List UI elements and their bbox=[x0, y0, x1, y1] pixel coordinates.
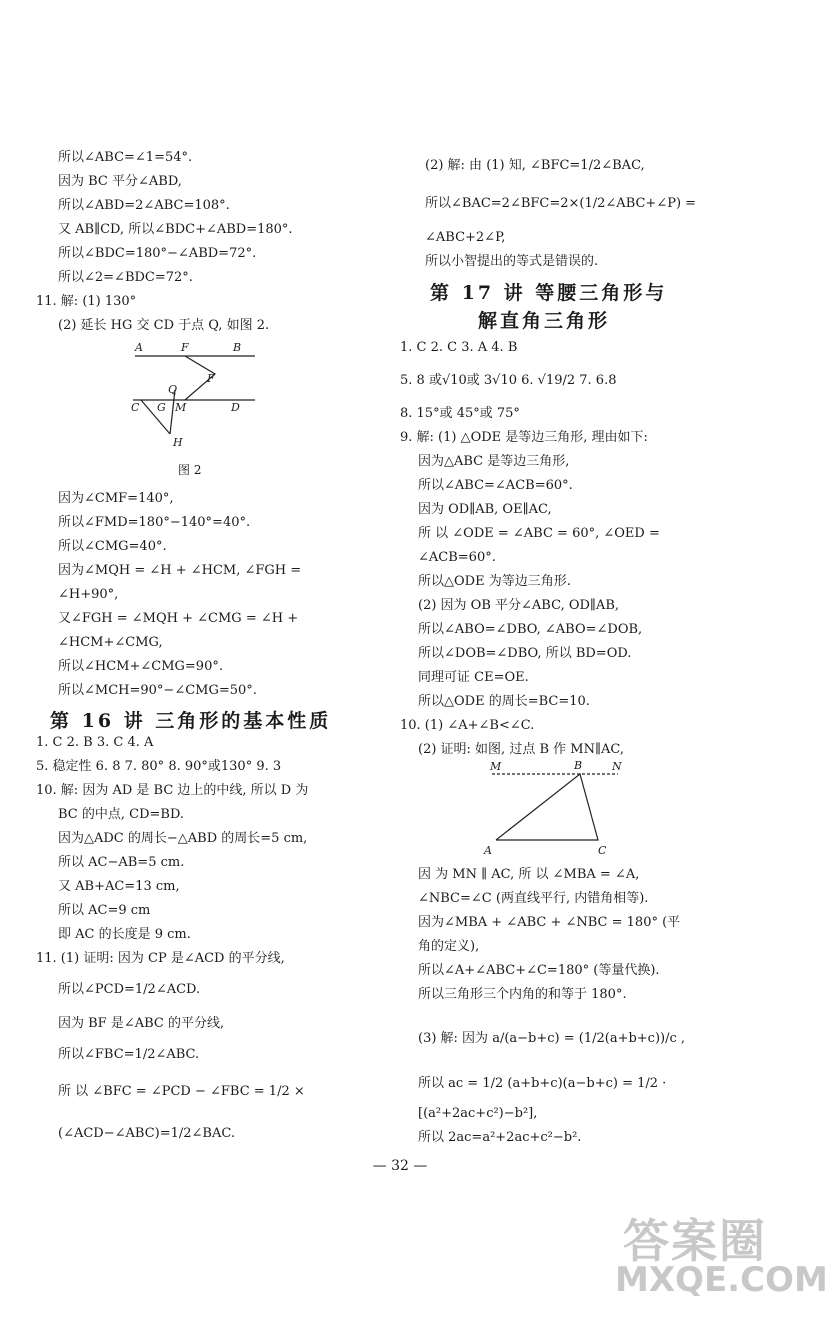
text-line: 因为 BF 是∠ABC 的平分线, bbox=[58, 1016, 225, 1031]
text-line: 所 以 ∠BFC = ∠PCD − ∠FBC = 1/2 × bbox=[58, 1084, 305, 1099]
label-b: B bbox=[574, 759, 583, 772]
label-m: M bbox=[175, 401, 187, 414]
text-line: 所以∠PCD=1/2∠ACD. bbox=[58, 982, 201, 997]
watermark-url: MXQE.COM bbox=[615, 1260, 828, 1300]
text-line: 1. C 2. C 3. A 4. B bbox=[400, 340, 518, 355]
text-line: (2) 因为 OB 平分∠ABC, OD∥AB, bbox=[418, 598, 620, 613]
section-heading-17-line1: 第 17 讲 等腰三角形与 bbox=[430, 282, 668, 304]
text-line: 所以∠FBC=1/2∠ABC. bbox=[58, 1047, 200, 1062]
label-a: A bbox=[484, 844, 492, 857]
section-heading-17-line2: 解直角三角形 bbox=[478, 310, 611, 332]
label-f: F bbox=[181, 341, 189, 354]
text-line: 11. (1) 证明: 因为 CP 是∠ACD 的平分线, bbox=[36, 951, 285, 966]
label-n: N bbox=[612, 760, 622, 773]
figure-caption: 图 2 bbox=[178, 463, 202, 477]
text-line: 10. 解: 因为 AD 是 BC 边上的中线, 所以 D 为 bbox=[36, 783, 309, 798]
text-line: BC 的中点, CD=BD. bbox=[58, 807, 185, 822]
text-line: (2) 延长 HG 交 CD 于点 Q, 如图 2. bbox=[58, 318, 270, 333]
label-m: M bbox=[490, 760, 502, 773]
text-line: (2) 证明: 如图, 过点 B 作 MN∥AC, bbox=[418, 742, 624, 757]
text-line: 所以三角形三个内角的和等于 180°. bbox=[418, 987, 627, 1002]
text-line: (∠ACD−∠ABC)=1/2∠BAC. bbox=[58, 1126, 235, 1141]
text-line: ∠ABC+2∠P, bbox=[425, 230, 506, 245]
text-line: 因为 OD∥AB, OE∥AC, bbox=[418, 502, 552, 517]
text-line: ∠NBC=∠C (两直线平行, 内错角相等). bbox=[418, 891, 649, 906]
text-line: 因为△ABC 是等边三角形, bbox=[418, 454, 570, 469]
text-line: 因 为 MN ∥ AC, 所 以 ∠MBA = ∠A, bbox=[418, 867, 640, 882]
text-line: 因为 BC 平分∠ABD, bbox=[58, 174, 182, 189]
text-line: 所以△ODE 的周长=BC=10. bbox=[418, 694, 590, 709]
triangle-diagram bbox=[480, 758, 630, 858]
text-line: 5. 8 或√10或 3√10 6. √19/2 7. 6.8 bbox=[400, 373, 617, 388]
text-line: 所以∠FMD=180°−140°=40°. bbox=[58, 515, 251, 530]
text-line: 所以∠DOB=∠DBO, 所以 BD=OD. bbox=[418, 646, 632, 661]
text-line: 所以∠2=∠BDC=72°. bbox=[58, 270, 193, 285]
text-line: 10. (1) ∠A+∠B<∠C. bbox=[400, 718, 535, 733]
text-line: ∠ACB=60°. bbox=[418, 550, 496, 565]
text-line: 因为∠MQH = ∠H + ∠HCM, ∠FGH = bbox=[58, 563, 302, 578]
text-line: ∠HCM+∠CMG, bbox=[58, 635, 163, 650]
text-line: 所以∠BAC=2∠BFC=2×(1/2∠ABC+∠P) = bbox=[425, 196, 697, 211]
text-line: 5. 稳定性 6. 8 7. 80° 8. 90°或130° 9. 3 bbox=[36, 759, 282, 774]
watermark-logo-text: 答案圈 bbox=[623, 1214, 767, 1268]
label-h: H bbox=[173, 436, 183, 449]
text-line: 所以 2ac=a²+2ac+c²−b². bbox=[418, 1130, 582, 1145]
text-line: (3) 解: 因为 a/(a−b+c) = (1/2(a+b+c))/c , bbox=[418, 1031, 686, 1046]
label-a: A bbox=[135, 341, 143, 354]
text-line: 即 AC 的长度是 9 cm. bbox=[58, 927, 191, 942]
text-line: 所以 AC=9 cm bbox=[58, 903, 151, 918]
text-line: 所以∠ABO=∠DBO, ∠ABO=∠DOB, bbox=[418, 622, 643, 637]
label-c: C bbox=[598, 844, 607, 857]
text-line: 所以∠A+∠ABC+∠C=180° (等量代换). bbox=[418, 963, 660, 978]
text-line: 又∠FGH = ∠MQH + ∠CMG = ∠H + bbox=[58, 611, 299, 626]
text-line: 因为∠MBA + ∠ABC + ∠NBC = 180° (平 bbox=[418, 915, 681, 930]
label-f2: F bbox=[207, 372, 215, 385]
text-line: 1. C 2. B 3. C 4. A bbox=[36, 735, 154, 750]
text-line: 所以∠HCM+∠CMG=90°. bbox=[58, 659, 223, 674]
triangle-abc bbox=[496, 774, 598, 840]
watermark bbox=[615, 1205, 828, 1310]
label-q: Q bbox=[168, 383, 178, 396]
text-line: 8. 15°或 45°或 75° bbox=[400, 406, 520, 421]
text-line: 角的定义), bbox=[418, 939, 480, 954]
text-line: 所以 AC−AB=5 cm. bbox=[58, 855, 185, 870]
text-line: 所以∠BDC=180°−∠ABD=72°. bbox=[58, 246, 257, 261]
text-line: 所以∠CMG=40°. bbox=[58, 539, 167, 554]
section-heading-16: 第 16 讲 三角形的基本性质 bbox=[50, 710, 332, 732]
label-d: D bbox=[231, 401, 240, 414]
text-line: 因为△ADC 的周长−△ABD 的周长=5 cm, bbox=[58, 831, 308, 846]
text-line: [(a²+2ac+c²)−b²], bbox=[418, 1106, 538, 1121]
figure-2-diagram bbox=[125, 338, 260, 450]
text-line: 又 AB+AC=13 cm, bbox=[58, 879, 180, 894]
text-line: 所以∠ABC=∠ACB=60°. bbox=[418, 478, 573, 493]
label-b: B bbox=[233, 341, 242, 354]
label-c: C bbox=[131, 401, 140, 414]
label-g: G bbox=[157, 401, 166, 414]
text-line: (2) 解: 由 (1) 知, ∠BFC=1/2∠BAC, bbox=[425, 158, 645, 173]
text-line: 所 以 ∠ODE = ∠ABC = 60°, ∠OED = bbox=[418, 526, 660, 541]
page-number: — 32 — bbox=[372, 1158, 428, 1174]
text-line: ∠H+90°, bbox=[58, 587, 119, 602]
text-line: 所以∠ABC=∠1=54°. bbox=[58, 150, 193, 165]
text-line: 所以 ac = 1/2 (a+b+c)(a−b+c) = 1/2 · bbox=[418, 1076, 667, 1091]
text-line: 因为∠CMF=140°, bbox=[58, 491, 174, 506]
text-line: 又 AB∥CD, 所以∠BDC+∠ABD=180°. bbox=[58, 222, 293, 237]
text-line: 所以∠MCH=90°−∠CMG=50°. bbox=[58, 683, 257, 698]
text-line: 所以△ODE 为等边三角形. bbox=[418, 574, 571, 589]
text-line: 同理可证 CE=OE. bbox=[418, 670, 529, 685]
text-line: 11. 解: (1) 130° bbox=[36, 294, 137, 309]
text-line: 9. 解: (1) △ODE 是等边三角形, 理由如下: bbox=[400, 430, 648, 445]
text-line: 所以∠ABD=2∠ABC=108°. bbox=[58, 198, 230, 213]
text-line: 所以小智提出的等式是错误的. bbox=[425, 254, 599, 269]
